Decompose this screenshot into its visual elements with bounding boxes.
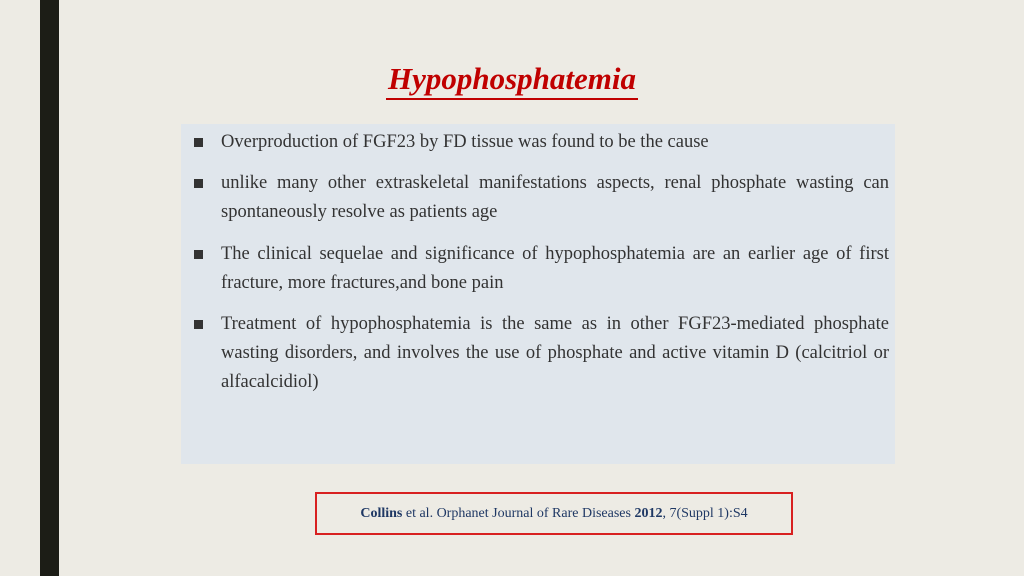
content-box (181, 124, 895, 464)
citation-volume: , 7(Suppl 1):S4 (662, 505, 748, 521)
citation-journal: et al. Orphanet Journal of Rare Diseases (402, 505, 635, 521)
slide-title: Hypophosphatemia (386, 61, 638, 100)
square-bullet-icon (194, 250, 203, 259)
bullet-text: Treatment of hypophosphatemia is the same as in other FGF23-mediated phosphate wasting disorders, and involves the use of phosphate and active vitamin D (calcitriol or alfacalcidiol) (221, 314, 889, 392)
square-bullet-icon (194, 138, 203, 147)
slide-title-container (0, 60, 1024, 100)
square-bullet-icon (194, 320, 203, 329)
bullet-text: Overproduction of FGF23 by FD tissue was found to be the cause (221, 132, 709, 152)
citation-box (315, 492, 793, 535)
square-bullet-icon (194, 179, 203, 188)
citation-year: 2012 (634, 505, 663, 521)
bullet-text: unlike many other extraskeletal manifestations aspects, renal phosphate wasting can spontaneously resolve as patients age (221, 173, 889, 222)
bullet-text: The clinical sequelae and significance of hypophosphatemia are an earlier age of first fracture, more fractures,and bone pain (221, 244, 889, 293)
bullet-item (221, 310, 889, 397)
bullet-item (221, 169, 889, 227)
bullet-item (221, 240, 889, 298)
bullet-item (221, 128, 889, 157)
citation-author: Collins (360, 505, 403, 521)
